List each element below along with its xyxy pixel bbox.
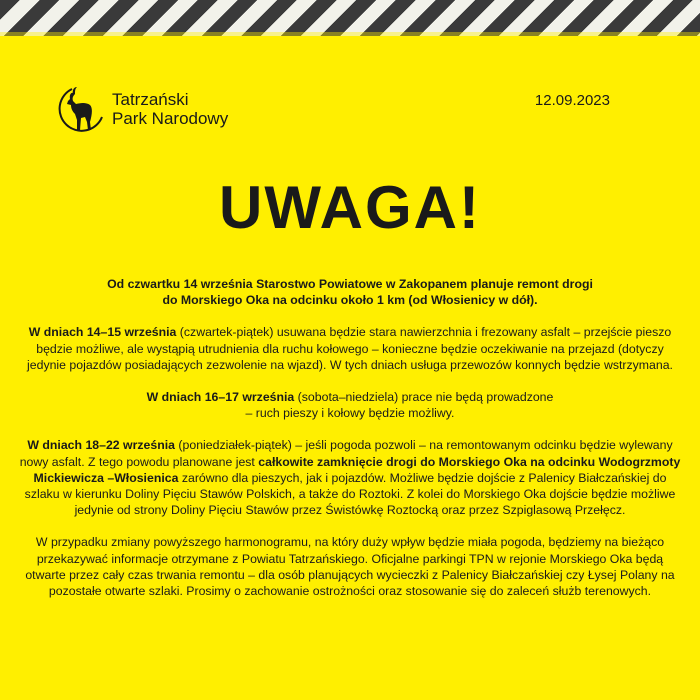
section2-period: W dniach 16–17 września bbox=[146, 390, 295, 405]
org-name bbox=[112, 90, 228, 128]
section1-period: W dniach 14–15 września bbox=[28, 325, 177, 340]
section3-period: W dniach 18–22 września bbox=[27, 438, 175, 453]
section1-text: (czwartek-piątek) usuwana będzie stara nawierzchnia i frezowany asfalt – przejście pieszo będzie możliwe, ale wystąpią utrudnienia dla ruchu kołowego – konieczne będzie oczekiwanie na przejazd (dotyczy jedynie pojazdów posiadających zezwolenie na wjazd). W tych dniach usługa przewozów konnych będzie wstrzymana. bbox=[27, 325, 673, 372]
chamois-icon bbox=[56, 84, 106, 134]
hazard-stripe-band bbox=[0, 0, 700, 36]
section3-closure: całkowite zamknięcie drogi do Morskiego Oka na odcinku Wodogrzmoty Mickiewicza –Włosienica bbox=[33, 454, 681, 485]
section2-text-line2: – ruch pieszy i kołowy będzie możliwy. bbox=[245, 406, 455, 421]
notice-body bbox=[18, 276, 682, 599]
section3-text2: zarówno dla pieszych, jak i pojazdów. Możliwe będzie dojście z Palenicy Białczańskiej do szlaku w kierunku Doliny Pięciu Stawów Polskich, a także do Roztoki. Z kolei do Morskiego Oka dojście będzie możliwe jedynie od strony Doliny Pięciu Stawów przez Świstówkę Roztocką oraz przez Szpiglasową Przełęcz. bbox=[24, 470, 676, 518]
section-18-22 bbox=[18, 437, 682, 518]
section2-text-line1: (sobota–niedziela) prace nie będą prowadzone bbox=[294, 390, 554, 405]
section-16-17 bbox=[18, 389, 682, 421]
intro-line2: do Morskiego Oka na odcinku około 1 km (od Włosienicy w dół). bbox=[162, 293, 538, 308]
closing-paragraph: W przypadku zmiany powyższego harmonogramu, na który duży wpływ będzie miała pogoda, będziemy na bieżąco przekazywać informacje otrzymane z Powiatu Tatrzańskiego. Oficjalne parkingi TPN w rejonie Morskiego Oka będą otwarte przez cały czas trwania remontu – dla osób planujących wycieczki z Palenicy Białczańskiej czy Łysej Polany na pozostałe otwarte szlaki. Prosimy o zachowanie ostrożności oraz stosowanie się do zaleceń służb terenowych. bbox=[25, 535, 675, 599]
tpn-logo bbox=[56, 84, 228, 134]
section-14-15 bbox=[18, 324, 682, 373]
section3-text1: (poniedziałek-piątek) – jeśli pogoda pozwoli – na remontowanym odcinku będzie wylewany nowy asfalt. Z tego powodu planowane jest bbox=[19, 438, 673, 469]
notice-date: 12.09.2023 bbox=[534, 92, 610, 109]
intro-paragraph bbox=[18, 276, 682, 308]
org-name-line2: Park Narodowy bbox=[112, 109, 229, 128]
headline: UWAGA! bbox=[219, 174, 481, 241]
intro-line1: Od czwartku 14 września Starostwo Powiatowe w Zakopanem planuje remont drogi bbox=[107, 277, 593, 291]
org-name-line1: Tatrzański bbox=[112, 90, 189, 109]
